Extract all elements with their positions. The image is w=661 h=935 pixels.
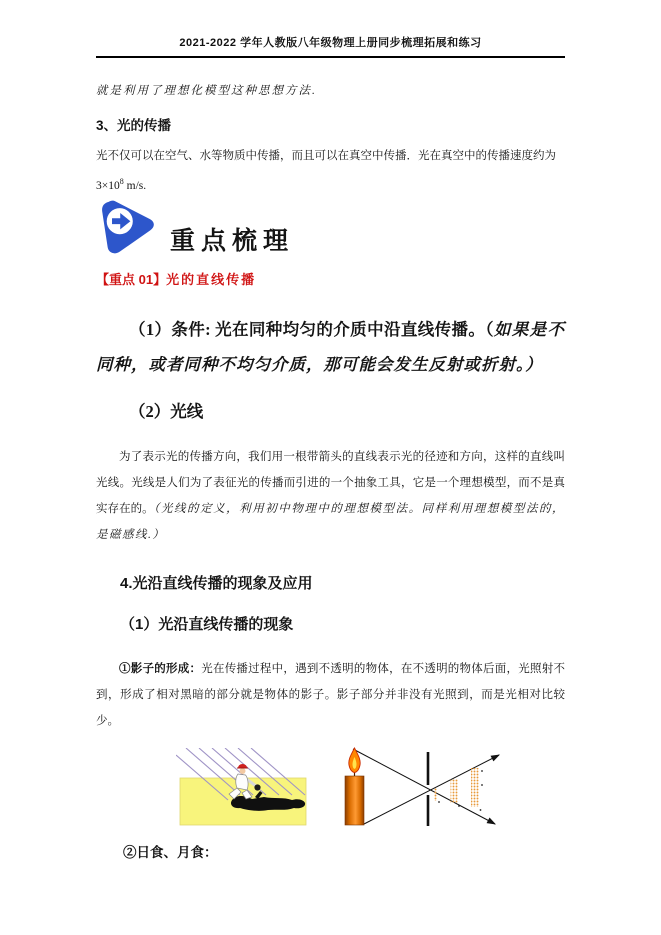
section3-heading: 3、光的传播 bbox=[96, 118, 172, 133]
section4-sub1-heading: （1）光沿直线传播的现象 bbox=[120, 615, 294, 633]
speed-base: 3×10 bbox=[96, 179, 120, 192]
key01-topic: 光的直线传播 bbox=[166, 271, 257, 287]
baseball-player-shadow-figure bbox=[176, 748, 309, 833]
candle bbox=[345, 748, 364, 825]
header-divider bbox=[96, 56, 565, 58]
key01-line bbox=[96, 269, 565, 288]
speed-exponent: 8 bbox=[119, 177, 124, 186]
section3-body: 光不仅可以在空气、水等物质中传播，而且可以在真空中传播．光在真空中的传播速度约为 bbox=[96, 150, 556, 162]
ray-arrowhead-top bbox=[491, 751, 502, 761]
shadow-body: 光在传播过程中，遇到不透明的物体，在不透明的物体后面，光照射不到，形成了相对黑暗的部分就是物体的影子。影子部分并非没有光照到，而是光相对比较少。 bbox=[96, 662, 565, 727]
item1-lead: （1）条件: 光在同种均匀的介质中沿直线传播。（ bbox=[129, 319, 494, 339]
section4-heading: 4.光沿直线传播的现象及应用 bbox=[120, 574, 313, 592]
ray-arrowhead-bottom bbox=[487, 817, 498, 827]
intro-handwriting-line: 就是利用了理想化模型这种思想方法. bbox=[96, 85, 317, 97]
key01-item1 bbox=[96, 312, 565, 382]
item2-heading: （2）光线 bbox=[129, 401, 204, 421]
light-speed-value bbox=[96, 169, 565, 199]
shadow-paragraph bbox=[96, 656, 565, 734]
key01-tag: 【重点 01】 bbox=[96, 271, 167, 287]
illustrations-row bbox=[176, 740, 565, 833]
shadow-lead: ①影子的形成： bbox=[119, 662, 202, 675]
blue-play-arrow-icon bbox=[98, 198, 156, 261]
item2-body: 为了表示光的传播方向，我们用一根带箭头的直线表示光的径迹和方向，这样的直线叫光线。光线是人们为了表征光的传播而引进的一个抽象工具，它是一个理想模型，而不是真实存在的。 bbox=[96, 450, 565, 515]
candle-pinhole-figure bbox=[323, 740, 518, 833]
document-title: 2021-2022 学年人教版八年级物理上册同步梳理拓展和练习 bbox=[179, 37, 482, 49]
page-header bbox=[0, 0, 661, 50]
item1-note: 如果是不同种，或者同种不均匀介质，那可能会发生反射或折射。） bbox=[96, 319, 565, 374]
key-points-banner-label: 重点梳理 bbox=[170, 227, 295, 255]
item2-note: （光线的定义，利用初中物理中的理想模型法。同样利用理想模型法的，是磁感线.） bbox=[96, 502, 566, 541]
key-points-banner bbox=[98, 203, 565, 261]
key01-item2 bbox=[96, 444, 565, 548]
speed-unit: m/s. bbox=[123, 179, 147, 192]
eclipse-lead: ②日食、月食： bbox=[123, 844, 218, 860]
